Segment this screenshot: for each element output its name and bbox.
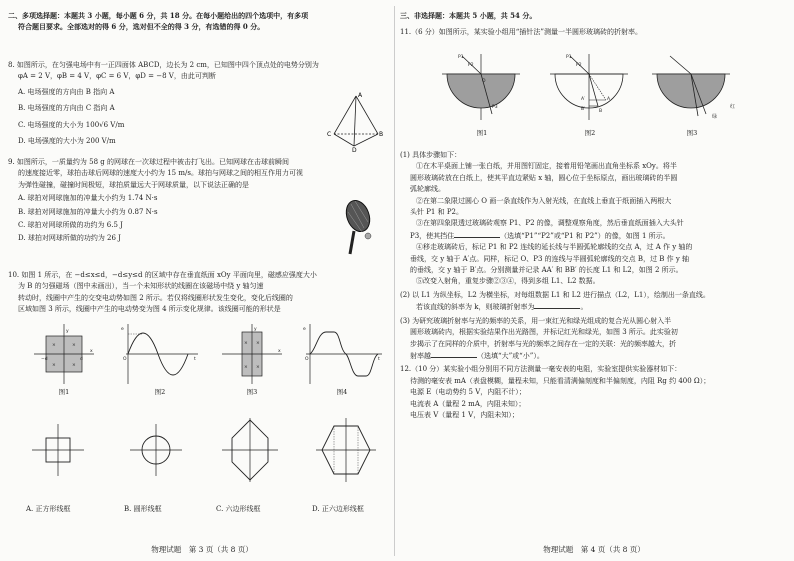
q10-fig3-label: 图3 [246,388,258,396]
q10-fig1-label: 图1 [58,388,70,396]
q10-text-cont2: 转动时，线圈中产生的交变电动势如图 2 所示。若仅将线圈形状发生变化，变化后线圈的 [18,293,293,302]
svg-text:e: e [121,327,124,332]
q12-item-1: 待测的毫安表 mA（表盘模糊，量程未知，只能看清满偏刻度和半偏刻度，内阻 Rg 约 400 Ω）； [410,376,711,385]
option-d-regular-hexagon-frame [314,416,378,484]
svg-text:x: x [90,349,93,354]
q8-option-d: D. 电场强度的大小为 200 V/m [18,137,116,146]
svg-text:−d: −d [41,357,48,362]
question-9 [8,157,392,245]
q10-figure-1 [32,322,96,386]
svg-text:×: × [256,365,260,370]
q10-option-d: D. 正六边形线框 [312,505,364,513]
q12-item-2: 电源 E（电动势约 5 V，内阻不计）； [410,388,526,397]
q9-option-b: B. 球拍对网球施加的冲量大小约为 0.87 N·s [18,207,158,216]
q11-figure-2 [548,52,630,122]
q8-option-a: A. 电场强度的方向由 B 指向 A [18,87,115,96]
svg-text:C: C [327,131,332,138]
svg-text:P1: P1 [458,55,464,60]
option-a-square-frame [30,422,86,478]
q9-text-cont1: 的速度接近零，球拍击球后网球的速度大小约为 15 m/s。球拍与网球之间的相互作用力可视 [18,169,303,178]
part-2-cont: 若该直线的斜率为 k，则玻璃折射率为 [416,303,535,312]
svg-text:B: B [379,131,384,138]
svg-text:y: y [254,327,257,332]
svg-text:O: O [305,357,309,362]
q9-text-cont2: 为弹性碰撞，碰撞时间极短，球拍质量远大于网球质量，以下说法正确的是 [18,180,249,189]
q8-option-b: B. 电场强度的方向由 C 指向 A [18,104,115,113]
q10-figure-2 [120,322,200,386]
green-label: 绿 [712,114,718,120]
step-2: ②在第二象限过圆心 O 画一条直线作为入射光线，在直线上垂直于纸面插入两根大 [416,196,672,205]
q10-text-cont3: 区域如图 3 所示，线圈中产生的电动势变为图 4 所示变化规律。该线圈可能的形状是 [18,305,281,314]
q10-options [26,504,396,515]
svg-text:e: e [303,327,306,332]
section3-header: 三、非选择题：本题共 5 小题，共 54 分。 [400,11,537,20]
svg-text:×: × [244,341,248,346]
svg-text:A: A [607,97,611,102]
q8-text-cont: φA = 2 V，φB = 4 V，φC = 6 V，φD = −8 V，由此可判断 [18,72,216,81]
part-3-cont3: 射率越 [410,351,431,360]
page-divider [394,6,395,556]
svg-text:O: O [123,357,127,362]
q11-fig3-label: 图3 [686,129,698,137]
q10-option-c: C. 六边形线框 [216,505,261,513]
option-b-circle-frame [128,422,184,478]
part-3-cont4: （选填“大”或“小”）。 [477,351,544,360]
q10-fig2-label: 图2 [154,388,166,396]
svg-text:t: t [194,357,196,362]
answer-blank-2[interactable] [534,301,580,309]
q8-option-c: C. 电场强度的大小为 100√6 V/m [18,120,125,129]
q9-text: 9. 如图所示，一质量约为 58 g 的网球在一次球过程中被击打飞出。已知网球在击球前瞬间 [8,158,289,166]
q10-option-b: B. 圆形线框 [124,505,162,513]
svg-text:×: × [256,341,260,346]
q9-option-c: C. 球拍对网球所做的功约为 6.5 J [18,221,123,230]
q11-text: 11.（6 分）如图所示，某实验小组用“插针法”测量一半圆形玻璃砖的折射率。 [400,28,642,37]
svg-text:t: t [378,357,380,362]
section2-header-cont: 符合题目要求。全部选对的得 6 分，选对但不全的得 3 分，有选错的得 0 分。 [18,22,265,32]
q10-figure-4 [300,322,384,386]
step-3: ③在第四象限透过玻璃砖观察 P1、P2 的像，调整观察角度，然后垂直纸面插入大头针 [416,219,684,228]
q9-option-a: A. 球拍对网球施加的冲量大小约为 1.74 N·s [18,194,158,203]
page-4 [400,0,788,561]
q11-figure-1 [440,52,522,122]
q9-option-d: D. 球拍对网球所做的功约为 26 J [18,234,121,243]
step-1: ①在木平桌面上铺一张白纸，并用图钉固定，接着用铅笔画出直角坐标系 xOy。将半 [416,162,677,171]
q10-text: 10. 如图 1 所示，在 −d≤x≤d，−d≤y≤d 的区域中存在垂直纸面 xOy 平面向里，磁感应强度大小 [8,271,317,279]
step-5: ⑤改变入射角，重复步骤②③④，得到多组 L1、L2 数据。 [416,277,600,286]
step-4: ④移走玻璃砖后，标记 P1 和 P2 连线的延长线与半圆弧轮廓线的交点 A，过 A 作 y 轴的 [416,243,693,252]
svg-text:B′: B′ [581,107,586,112]
step-1-cont2: 弧轮廓线。 [410,185,445,194]
step-4-cont1: 垂线，交 y 轴于 A′点。同样，标记 O、P3 的连线与半圆弧轮廓线的交点 B，过 B 作 y 轴 [410,254,689,263]
svg-text:×: × [72,343,76,348]
part-3: (3) 为研究玻璃折射率与光的频率的关系，用一束红光和绿光组成的复合光从圆心射入半 [400,316,672,325]
svg-text:×: × [72,363,76,368]
svg-text:D: D [352,147,357,152]
svg-text:P1: P1 [566,55,572,60]
q11-figure-3 [650,52,746,122]
answer-blank-1[interactable] [454,230,500,238]
q11-procedure: (1) 具体步骤如下： ①在木平桌面上铺一张白纸，并用图钉固定，接着用铅笔画出直角坐标系 xOy。将半 圆形玻璃砖放在白纸上，使其平直边紧贴 x 轴，圆心位于坐标原点，画出玻璃砖的半圆 弧轮廓线。 ②在第二象限过圆心 O 画一条直线作为入射光线，在直线上垂直于纸面插入两根大 头针 P1 和 P2。 ③在第四象限透过玻璃砖观察 P1、P2 的像，调整观察角度，然后垂直纸面插入大头针 P3，使其挡住 （选填“P1”“P2”或“P1 和 P2”）的像，如图 1 所示。 ④移走玻璃砖后，标记 P1 和 P2 连线的延长线与半圆弧轮廓线的交点 A，过 A 作 y 轴的 垂线，交 y 轴于 A′点。同样，标记 O、P3 的连线与半圆弧轮廓线的交点 B，过 B 作 y 轴 的垂线，交 y 轴于 B′点。分别测量并记录 AA′ 和 BB′ 的长度 L1 和 L2，如图 2 所示。 ⑤改变入射角，重复步骤②③④，得到多组 L1、L2 数据。 (2) 以 L1 为纵坐标，L2 为横坐标，对每组数据 L1 和 L2 进行描点（L2，L1），绘制出一条直线。 若该直线的斜率为 k，则玻璃折射率为 。 (3) 为研究玻璃折射率与光的频率的关系，用一束红光和绿光组成的复合光从圆心射入半 圆形玻璃砖内，根据实验结果作出光路图，并标记红光和绿光，如图 3 所示。此实验初 步揭示了在同样的介质中，折射率与光的频率之间存在一定的关联：光的频率越大，折 射率越 （选填“大”或“小”）。 12.（10 分）某实验小组分别用不同方法测量一毫安表的电阻，实验室提供实验器材如下： 待测的毫安表 mA（表盘模糊，量程未知，只能看清满偏刻度和半偏刻度，内阻 Rg 约 400 Ω）； 电源 E（电动势约 5 V，内阻不计）； 电流表 A（量程 2 mA，内阻未知）； 电压表 V（量程 1 V，内阻未知）； [400,150,786,421]
svg-text:x: x [278,349,281,354]
option-c-hexagon-frame [220,416,280,484]
q12-text: 12.（10 分）某实验小组分别用不同方法测量一毫安表的电阻，实验室提供实验器材如下： [400,365,682,374]
svg-text:×: × [244,365,248,370]
q12-item-4: 电压表 V（量程 1 V，内阻未知）； [410,410,519,419]
steps-title: (1) 具体步骤如下： [400,151,462,159]
q10-option-a: A. 正方形线框 [26,505,71,513]
svg-text:P2: P2 [576,63,582,68]
svg-text:O: O [482,79,486,84]
svg-text:y: y [66,329,69,334]
step-3-cont2: （选填“P1”“P2”或“P1 和 P2”）的像，如图 1 所示。 [500,231,670,240]
step-3-cont: P3，使其挡住 [410,231,455,240]
tennis-racket-figure [338,198,378,260]
page-4-footer: 物理试题 第 4 页（共 8 页） [543,544,645,554]
svg-text:B: B [599,109,603,114]
svg-text:A: A [358,92,363,99]
q11-fig2-label: 图2 [584,129,596,137]
part-3-cont2: 步揭示了在同样的介质中，折射率与光的频率之间存在一定的关联：光的频率越大，折 [410,339,676,348]
q11-fig1-label: 图1 [476,129,488,137]
part-2: (2) 以 L1 为纵坐标，L2 为横坐标，对每组数据 L1 和 L2 进行描点（L2，L1），绘制出一条直线。 [400,290,710,299]
red-label: 红 [730,104,736,110]
page-3 [8,0,396,561]
svg-text:×: × [52,363,56,368]
svg-text:×: × [52,343,56,348]
svg-text:P3: P3 [492,105,498,110]
page-3-footer: 物理试题 第 3 页（共 8 页） [151,544,253,554]
question-10 [8,270,392,316]
q12-item-3: 电流表 A（量程 2 mA，内阻未知）； [410,399,526,408]
q10-figure-3 [220,322,284,386]
part-3-cont1: 圆形玻璃砖内，根据实验结果作出光路图，并标记红光和绿光，如图 3 所示。此实验初 [410,328,678,337]
step-1-cont1: 圆形玻璃砖放在白纸上，使其平直边紧贴 x 轴，圆心位于坐标原点，画出玻璃砖的半圆 [410,173,678,182]
step-4-cont2: 的垂线，交 y 轴于 B′点。分别测量并记录 AA′ 和 BB′ 的长度 L1 和 L2，如图 2 所示。 [410,266,683,275]
step-2-cont: 头针 P1 和 P2。 [410,208,464,217]
q10-text-cont1: 为 B 的匀强磁场（图中未画出），当一个未知形状的线圈在该磁场中绕 y 轴匀速 [18,282,264,291]
q8-text: 8. 如图所示，在匀强电场中有一正四面体 ABCD，边长为 2 cm，已知图中四个顶点处的电势分别为 [8,61,319,69]
svg-text:d: d [80,357,83,362]
svg-text:P2: P2 [468,63,474,68]
answer-blank-3[interactable] [431,350,477,358]
svg-text:A′: A′ [581,97,586,102]
tetrahedron-figure [326,90,386,152]
section2-header: 二、多项选择题：本题共 3 小题，每小题 6 分，共 18 分。在每小题给出的四个选项中，有多项 [8,11,309,20]
q10-fig4-label: 图4 [336,388,348,396]
